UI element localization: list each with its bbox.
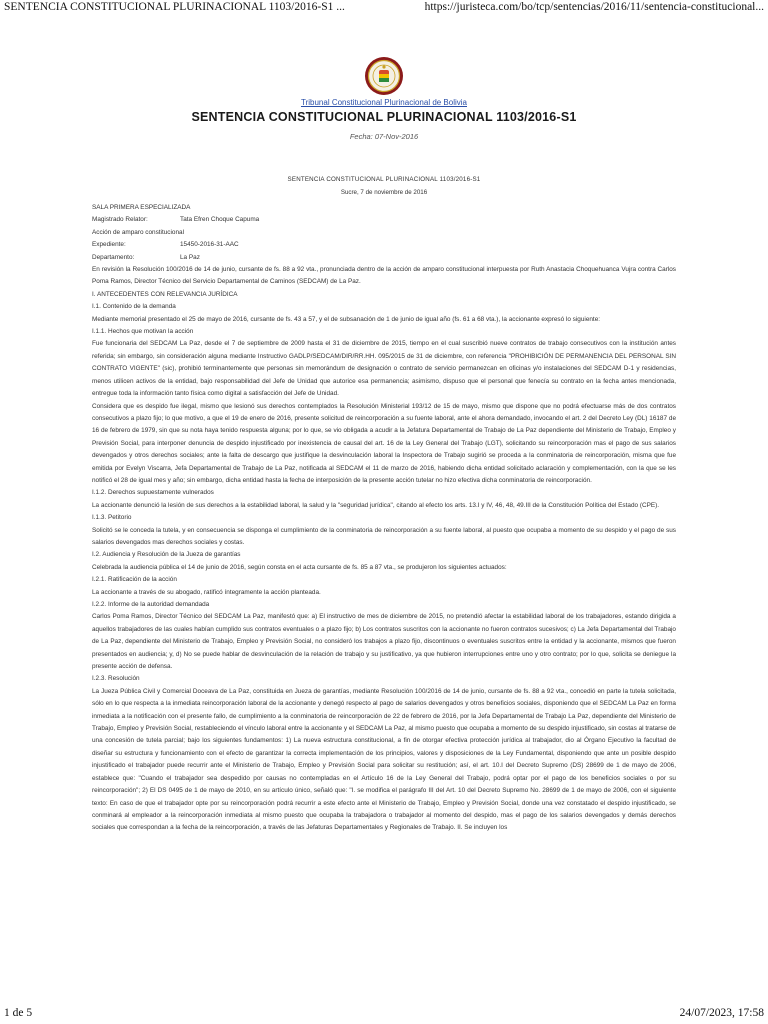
doc-place-date: Sucre, 7 de noviembre de 2016 — [340, 189, 428, 196]
paragraph-I11a: Fue funcionaria del SEDCAM La Paz, desde el 7 de septiembre de 2009 hasta el 31 de diciembre de 2015, tiempo en el cual suscribió nueve contratos de trabajo consecutivos con la institución antes referida; sin embargo, sin consideración alguna mediante Instructivo GADLP/SEDCAM/DIR/RR.HH. 095/2015 de 31 de diciembre, con referencia "PROHIBICIÓN DE PERMANENCIA DEL PERSONAL SIN CONTRATO VIGENTE" (sic), prohibió terminantemente que personas sin memorándum de designación o contrato de servicio permanezcan en oficinas y/o instalaciones del SEDCAM D-1 y residencias, menos utilicen activos de la entidad, bajo responsabilidad del Jefe de Unidad que autorice esa permanencia; asimismo, dispuso que el personal que fenecía su contrato en la fecha antes mencionada, entregue toda la información tanto física como digital a satisfacción del Jefe de Unidad. — [92, 340, 676, 398]
paragraph-I13: Solicitó se le conceda la tutela, y en consecuencia se disponga el cumplimiento de la conminatoria de reincorporación a su fuente laboral, al puesto que ocupaba a momento de su despido y el pago de sus salarios devengados mas derechos sociales y costas. — [92, 526, 676, 546]
print-footer — [0, 1006, 768, 1024]
print-datetime: 24/07/2023, 17:58 — [679, 1007, 764, 1019]
departamento-row — [92, 252, 676, 264]
print-header-url[interactable]: https://juristeca.com/bo/tcp/sentencias/2016/11/sentencia-constitucional... — [424, 1, 764, 13]
heading-I23: I.2.3. Resolución — [92, 675, 140, 683]
paragraph-I23: La Jueza Pública Civil y Comercial Doceava de La Paz, constituida en Jueza de garantías, mediante Resolución 100/2016 de 14 de junio, cursante de fs. 88 a 92 vta., concedió en parte la tutela solicitada, sólo en lo que respecta a la inmediata reincorporación laboral de la accionante y denegó respecto al pago de salarios devengados y otros beneficios sociales, disponiendo que el SEDCAM La Paz en forma inmediata a la notificación con el presente fallo, de cumplimiento a la conminatoria de reincorporación de 22 de febrero de 2016, por la Jefa Departamental de Trabajo La Paz, dependiente del Ministerio de Trabajo, Empleo y Previsión Social, restableciendo el vínculo laboral entre la accionante y el SEDCAM La Paz, al mismo puesto que ocupaba a momento de su despido injustificado, sin costas al tratarse de una concesión de tutela parcial; bajo los siguientes fundamentos: 1) La nueva estructura constitucional, a fin de otorgar efectiva protección jurídica al trabajador, dio al Órgano Ejecutivo la facultad de diseñar su estructura y funcionamiento con el efecto de garantizar la correcta implementación de los principios, valores y disposiciones de la Ley Fundamental, disponiendo que ante un posible despido injustificado el trabajador puede recurrir ante el Ministerio de Trabajo, Empleo y Previsión Social para solicitar su restitución; así, el art. 10.I del Decreto Supremo (DS) 28699 de 1 de mayo de 2006, establece que: "Cuando el trabajador sea despedido por causas no contempladas en el Artículo 16 de la Ley General del Trabajo, podrá optar por el pago de los beneficios sociales o por su reincorporación"; 2) El DS 0495 de 1 de mayo de 2010, en su artículo único, señaló que: "I. se modifica el parágrafo III del Art. 10 del Decreto Supremo No. 28699 de 1 de mayo de 2006, con el siguiente texto: En caso de que el trabajador opte por su reincorporación podrá recurrir a este efecto ante el Ministerio de Trabajo, Empleo y Previsión Social, donde una vez constatado el despido injustificado, se conminará al empleador a la reincorporación inmediata al mismo puesto que ocupaba la trabajadora o trabajador al momento del despido, mas el pago de los salarios devengados y demás derechos sociales que correspondan a la fecha de la reincorporación, a través de las Jefaturas Departamentales y Regionales de Trabajo. II. Se incluyen los — [92, 687, 676, 832]
expediente-value: 15450-2016-31-AAC — [180, 241, 239, 249]
print-header-title: SENTENCIA CONSTITUCIONAL PLURINACIONAL 1103/2016-S1 ... — [4, 1, 345, 13]
departamento-value: La Paz — [180, 253, 200, 261]
intro-paragraph: En revisión la Resolución 100/2016 de 14 de junio, cursante de fs. 88 a 92 vta., pronunciada dentro de la acción de amparo constitucional interpuesta por Ruth Anastacia Choquehuanca Vujra contra Carlos Poma Ramos, Director Técnico del Servicio Departamental de Caminos (SEDCAM) de La Paz. — [92, 266, 676, 286]
paragraph-I2: Celebrada la audiencia pública el 14 de junio de 2016, según consta en el acta cursante de fs. 85 a 87 vta., se produjeron los siguientes actuados: — [92, 563, 507, 571]
heading-I: I. ANTECEDENTES CON RELEVANCIA JURÍDICA — [92, 290, 238, 298]
magistrado-value: Tata Efren Choque Capuma — [180, 216, 260, 224]
doc-subtitle: SENTENCIA CONSTITUCIONAL PLURINACIONAL 1103/2016-S1 — [287, 176, 481, 183]
page-title: SENTENCIA CONSTITUCIONAL PLURINACIONAL 1103/2016-S1 — [191, 110, 577, 124]
print-header — [0, 0, 768, 18]
heading-I21: I.2.1. Ratificación de la acción — [92, 576, 177, 584]
fecha: Fecha: 07-Nov-2016 — [349, 132, 419, 141]
paragraph-I21: La accionante a través de su abogado, ratificó íntegramente la acción planteada. — [92, 588, 321, 596]
departamento-label: Departamento: — [92, 253, 135, 261]
magistrado-label: Magistrado Relator: — [92, 216, 148, 224]
magistrado-row — [92, 214, 676, 226]
heading-I11: I.1.1. Hechos que motivan la acción — [92, 328, 194, 336]
expediente-label: Expediente: — [92, 241, 126, 249]
heading-I1: I.1. Contenido de la demanda — [92, 303, 176, 311]
heading-I13: I.1.3. Petitorio — [92, 514, 132, 522]
paragraph-I12: La accionante denunció la lesión de sus derechos a la estabilidad laboral, la salud y la "seguridad jurídica", citando al efecto los arts. 13.I y IV, 46, 48, 49.III de la Constitución Política del Estado (CPE). — [92, 501, 660, 509]
tribunal-seal-icon — [364, 56, 404, 96]
heading-I2: I.2. Audiencia y Resolución de la Jueza de garantías — [92, 551, 241, 559]
document-body — [92, 202, 676, 835]
paragraph-I22: Carlos Poma Ramos, Director Técnico del SEDCAM La Paz, manifestó que: a) El instructivo de mes de diciembre de 2015, no pretendió afectar la estabilidad laboral de los trabajadores, estando dirigida a aquellos trabajadores de las cuales habían cumplido sus contratos eventuales o a plazo fijo; b) Los contratos suscritos con la accionante no fueron contratos sucesivos; c) La Jefa Departamental del Trabajo de La Paz, dependiente del Ministerio de Trabajo, Empleo y Previsión Social, no consideró los trabajos a plazo fijo, discontinuos o eventuales suscritos entre la entidad y la accionante, mismos que fueron presentados en audiencia; y, d) No se puede hablar de desvinculación de la relación de trabajo y su justificativo, ya que hubieron interrupciones entre uno y otro contrato; por lo que, solicita se deniegue la presente acción de defensa. — [92, 613, 676, 671]
heading-I12: I.1.2. Derechos supuestamente vulnerados — [92, 489, 214, 497]
page-number: 1 de 5 — [4, 1007, 33, 1019]
tribunal-link[interactable]: Tribunal Constitucional Plurinacional de Bolivia — [300, 98, 467, 107]
accion: Acción de amparo constitucional — [92, 228, 185, 236]
sala: SALA PRIMERA ESPECIALIZADA — [92, 204, 191, 211]
heading-I22: I.2.2. Informe de la autoridad demandada — [92, 601, 210, 608]
expediente-row — [92, 239, 676, 251]
paragraph-I11b: Considera que es despido fue ilegal, mismo que lesionó sus derechos contemplados la Resolución Ministerial 193/12 de 15 de mayo, mismo que dispone que no podrá efectuarse más de dos contratos consecutivos a plazo fijo; lo que motivo, a que el 19 de enero de 2016, presente solicitud de reincorporación a su fuente laboral, ante el ahora demandado, invocando el art. 2 del Decreto Ley (DL) 16187 de 16 de febrero de 1979, sin que su nota haya tenido respuesta alguna; por lo que, se vio obligada a acudir a la Jefatura Departamental de Trabajo de La Paz dependiente del Ministerio de Trabajo, Empleo y Previsión Social, para interponer denuncia de despido injustificado por inexistencia de causal del art. 16 de la Ley General del Trabajo (LGT), solicitando su reincorporación mas el pago de sus salarios devengados y otros derechos sociales; ante la falta de descargo que justifique la desvinculación laboral la Inspectora de Trabajo sugirió se proceda a la conminatoria de reincorporación, misma que fue emitida por Evelyn Viscarra, Jefa Departamental de Trabajo de La Paz, notificada al SEDCAM el 11 de marzo de 2016, habiendo dicha entidad solicitado aclaración y complementación, con la que se les notificó el 28 de igual mes y año; sin embargo, dicha entidad hasta la fecha de interposición de la presente acción tutelar no hizo efectiva dicha conminatoria de reincorporación. — [92, 402, 676, 484]
paragraph-I1: Mediante memorial presentado el 25 de mayo de 2016, cursante de fs. 43 a 57, y el de subsanación de 1 de junio de igual año (fs. 61 a 68 vta.), la accionante expresó lo siguiente: — [92, 315, 601, 323]
